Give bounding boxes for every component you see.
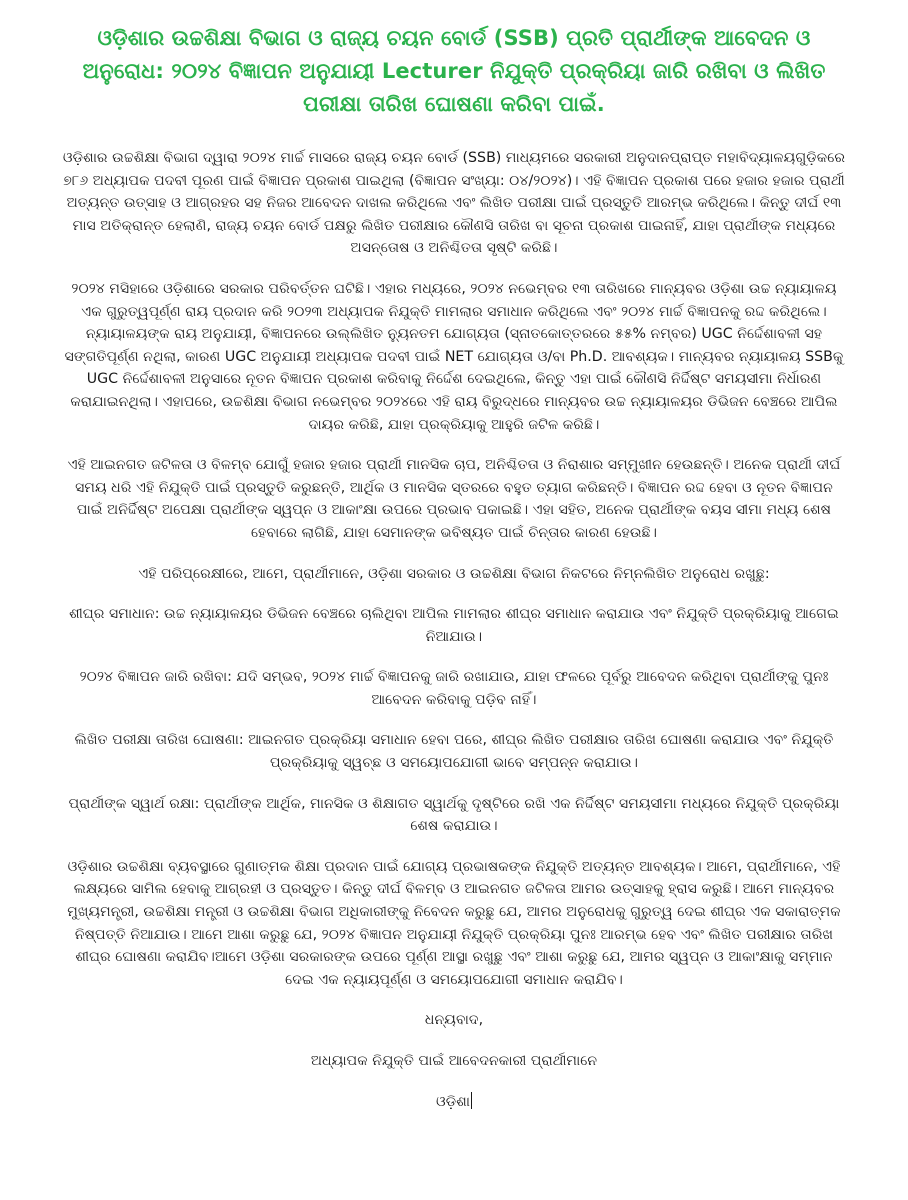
signoff-thanks: ଧନ୍ୟବାଦ, — [424, 1012, 484, 1029]
paragraph-requests-intro: ଏହି ପରିପ୍ରେକ୍ଷୀରେ, ଆମେ, ପ୍ରାର୍ଥୀମାନେ, ଓଡ଼ିଶା ସରକାର ଓ ଉଚ୍ଚଶିକ୍ଷା ବିଭାଗ ନିକଟରେ ନିମ୍ନଲିଖିତ ଅନୁରୋଧ ରଖୁଛୁ: — [138, 565, 770, 582]
paragraph-candidate-hardship: ଏହି ଆଇନଗତ ଜଟିଳତା ଓ ବିଳମ୍ବ ଯୋଗୁଁ ହଜାର ହଜାର ପ୍ରାର୍ଥୀ ମାନସିକ ଚାପ, ଅନିଶ୍ଚିତତା ଓ ନିରାଶାର ସମ୍ମୁଖୀନ ହେଉଛନ୍ତି। ଅନେକ ପ୍ରାର୍ଥୀ ଦୀର୍ଘ ସମୟ ଧରି ଏହି ନିଯୁକ୍ତି ପାଇଁ ପ୍ରସ୍ତୁତି କରୁଛନ୍ତି, ଆର୍ଥିକ ଓ ମାନସିକ ସ୍ତରରେ ବହୁତ ତ୍ୟାଗ କରିଛନ୍ତି। ବିଜ୍ଞାପନ ରଦ୍ଦ ହେବା ଓ ନୂତନ ବିଜ୍ଞାପନ ପାଇଁ ଅନିର୍ଦ୍ଦିଷ୍ଟ ଅପେକ୍ଷା ପ୍ରାର୍ଥୀଙ୍କ ସ୍ୱପ୍ନ ଓ ଆକାଂକ୍ଷା ଉପରେ ପ୍ରଭାବ ପକାଇଛି। ଏହା ସହିତ, ଅନେକ ପ୍ରାର୍ଥୀଙ୍କ ବୟସ ସୀମା ମଧ୍ୟ ଶେଷ ହେବାରେ ଲାଗିଛି, ଯାହା ସେମାନଙ୍କ ଭବିଷ୍ୟତ ପାଇଁ ଚିନ୍ତାର କାରଣ ହେଉଛି। — [67, 457, 841, 541]
paragraph-closing-appeal: ଓଡ଼ିଶାର ଉଚ୍ଚଶିକ୍ଷା ବ୍ୟବସ୍ଥାରେ ଗୁଣାତ୍ମକ ଶିକ୍ଷା ପ୍ରଦାନ ପାଇଁ ଯୋଗ୍ୟ ପ୍ରଭାଷକଙ୍କ ନିଯୁକ୍ତି ଅତ୍ୟନ୍ତ ଆବଶ୍ୟକ। ଆମେ, ପ୍ରାର୍ଥୀମାନେ, ଏହି ଲକ୍ଷ୍ୟରେ ସାମିଲ ହେବାକୁ ଆଗ୍ରହୀ ଓ ପ୍ରସ୍ତୁତ। କିନ୍ତୁ ଦୀର୍ଘ ବିଳମ୍ବ ଓ ଆଇନଗତ ଜଟିଳତା ଆମର ଉତ୍ସାହକୁ ହ୍ରାସ କରୁଛି। ଆମେ ମାନ୍ୟବର ମୁଖ୍ୟମନ୍ତ୍ରୀ, ଉଚ୍ଚଶିକ୍ଷା ମନ୍ତ୍ରୀ ଓ ଉଚ୍ଚଶିକ୍ଷା ବିଭାଗ ଅଧିକାରୀଙ୍କୁ ନିବେଦନ କରୁଛୁ ଯେ, ଆମର ଅନୁରୋଧକୁ ଗୁରୁତ୍ୱ ଦେଇ ଶୀଘ୍ର ଏକ ସକାରାତ୍ମକ ନିଷ୍ପତ୍ତି ନିଆଯାଉ। ଆମେ ଆଶା କରୁଛୁ ଯେ, ୨୦୨୪ ବିଜ୍ଞାପନ ଅନୁଯାୟୀ ନିଯୁକ୍ତି ପ୍ରକ୍ରିୟା ପୁନଃ ଆରମ୍ଭ ହେବ ଏବଂ ଲିଖିତ ପରୀକ୍ଷାର ତାରିଖ ଶୀଘ୍ର ଘୋଷଣା କରାଯିବ।ଆମେ ଓଡ଼ିଶା ସରକାରଙ୍କ ଉପରେ ପୂର୍ଣ୍ଣ ଆସ୍ଥା ରଖୁଛୁ ଏବଂ ଆଶା କରୁଛୁ ଯେ, ଆମର ସ୍ୱପ୍ନ ଓ ଆକାଂକ୍ଷାକୁ ସମ୍ମାନ ଦେଇ ଏକ ନ୍ୟାୟପୂର୍ଣ୍ଣ ଓ ସମୟୋପଯୋଗୀ ସମାଧାନ କରାଯିବ। — [67, 858, 841, 988]
paragraph-background: ଓଡ଼ିଶାର ଉଚ୍ଚଶିକ୍ଷା ବିଭାଗ ଦ୍ୱାରା ୨୦୨୪ ମାର୍ଚ୍ଚ ମାସରେ ରାଜ୍ୟ ଚୟନ ବୋର୍ଡ (SSB) ମାଧ୍ୟମରେ ସରକାରୀ ଅନୁଦାନପ୍ରାପ୍ତ ମହାବିଦ୍ୟାଳୟଗୁଡ଼ିକରେ ୭୮୬ ଅଧ୍ୟାପକ ପଦବୀ ପୂରଣ ପାଇଁ ବିଜ୍ଞାପନ ପ୍ରକାଶ ପାଇଥିଲା (ବିଜ୍ଞାପନ ସଂଖ୍ୟା: ୦୪/୨୦୨୪)। ଏହି ବିଜ୍ଞାପନ ପ୍ରକାଶ ପରେ ହଜାର ହଜାର ପ୍ରାର୍ଥୀ ଅତ୍ୟନ୍ତ ଉତ୍ସାହ ଓ ଆଗ୍ରହର ସହ ନିଜର ଆବେଦନ ଦାଖଲ କରିଥିଲେ ଏବଂ ଲିଖିତ ପରୀକ୍ଷା ପାଇଁ ପ୍ରସ୍ତୁତି ଆରମ୍ଭ କରିଥିଲେ। କିନ୍ତୁ ଦୀର୍ଘ ୧୩ ମାସ ଅତିକ୍ରାନ୍ତ ହେଲାଣି, ରାଜ୍ୟ ଚୟନ ବୋର୍ଡ ପକ୍ଷରୁ ଲିଖିତ ପରୀକ୍ଷାର କୌଣସି ତାରିଖ ବା ସୂଚନା ପ୍ରକାଶ ପାଇନାହିଁ, ଯାହା ପ୍ରାର୍ଥୀଙ୍କ ମଧ୍ୟରେ ଅସନ୍ତୋଷ ଓ ଅନିଶ୍ଚିତତା ସୃଷ୍ଟି କରିଛି। — [62, 150, 846, 257]
request-protect-interests: ପ୍ରାର୍ଥୀଙ୍କ ସ୍ୱାର୍ଥ ରକ୍ଷା: ପ୍ରାର୍ଥୀଙ୍କ ଆର୍ଥିକ, ମାନସିକ ଓ ଶିକ୍ଷାଗତ ସ୍ୱାର୍ଥକୁ ଦୃଷ୍ଟିରେ ରଖି ଏକ ନିର୍ଦ୍ଦିଷ୍ଟ ସମୟସୀମା ମଧ୍ୟରେ ନିଯୁକ୍ତି ପ୍ରକ୍ରିୟା ଶେଷ କରାଯାଉ। — [68, 795, 840, 835]
request-exam-date: ଲିଖିତ ପରୀକ୍ଷା ତାରିଖ ଘୋଷଣା: ଆଇନଗତ ପ୍ରକ୍ରିୟା ସମାଧାନ ହେବା ପରେ, ଶୀଘ୍ର ଲିଖିତ ପରୀକ୍ଷାର ତାରିଖ ଘୋଷଣା କରାଯାଉ ଏବଂ ନିଯୁକ୍ତି ପ୍ରକ୍ରିୟାକୁ ସ୍ୱଚ୍ଛ ଓ ସମୟୋପଯୋଗୀ ଭାବେ ସମ୍ପନ୍ନ କରାଯାଉ। — [74, 732, 834, 772]
document-title: ଓଡ଼ିଶାର ଉଚ୍ଚଶିକ୍ଷା ବିଭାଗ ଓ ରାଜ୍ୟ ଚୟନ ବୋର୍ଡ (SSB) ପ୍ରତି ପ୍ରାର୍ଥୀଙ୍କ ଆବେଦନ ଓ ଅନୁରୋଧ: ୨୦୨୪ ବିଜ୍ଞାପନ ଅନୁଯାୟୀ Lecturer ନିଯୁକ୍ତି ପ୍ରକ୍ରିୟା ଜାରି ରଖିବା ଓ ଲିଖିତ ପରୀକ୍ଷା ତାରିଖ ଘୋଷଣା କରିବା ପାଇଁ. — [82, 26, 826, 116]
signoff-block — [62, 1009, 846, 1113]
request-continue-advertisement: ୨୦୨୪ ବିଜ୍ଞାପନ ଜାରି ରଖିବା: ଯଦି ସମ୍ଭବ, ୨୦୨୪ ମାର୍ଚ୍ଚ ବିଜ୍ଞାପନକୁ ଜାରି ରଖାଯାଉ, ଯାହା ଫଳରେ ପୂର୍ବରୁ ଆବେଦନ କରିଥିବା ପ୍ରାର୍ଥୀଙ୍କୁ ପୁନଃ ଆବେଦନ କରିବାକୁ ପଡ଼ିବ ନାହିଁ। — [79, 669, 829, 708]
signoff-place-line — [62, 1091, 846, 1114]
paragraph-court-ruling: ୨୦୨୪ ମସିହାରେ ଓଡ଼ିଶାରେ ସରକାର ପରିବର୍ତ୍ତନ ଘଟିଛି। ଏହାର ମଧ୍ୟରେ, ୨୦୨୪ ନଭେମ୍ବର ୧୩ ତାରିଖରେ ମାନ୍ୟବର ଓଡ଼ିଶା ଉଚ୍ଚ ନ୍ୟାୟାଳୟ ଏକ ଗୁରୁତ୍ୱପୂର୍ଣ୍ଣ ରାୟ ପ୍ରଦାନ କରି ୨୦୨୩ ଅଧ୍ୟାପକ ନିଯୁକ୍ତି ମାମଲାର ସମାଧାନ କରିଥିଲେ ଏବଂ ୨୦୨୪ ମାର୍ଚ୍ଚ ବିଜ୍ଞାପନକୁ ରଦ୍ଦ କରିଥିଲେ। ନ୍ୟାୟାଳୟଙ୍କ ରାୟ ଅନୁଯାୟୀ, ବିଜ୍ଞାପନରେ ଉଲ୍ଲିଖିତ ନ୍ୟୁନତମ ଯୋଗ୍ୟତା (ସ୍ନାତକୋତ୍ତରରେ ୫୫% ନମ୍ବର) UGC ନିର୍ଦ୍ଦେଶାବଳୀ ସହ ସଙ୍ଗତିପୂର୍ଣ୍ଣ ନଥିଲା, କାରଣ UGC ଅନୁଯାୟୀ ଅଧ୍ୟାପକ ପଦବୀ ପାଇଁ NET ଯୋଗ୍ୟତା ଓ/ବା Ph.D. ଆବଶ୍ୟକ। ମାନ୍ୟବର ନ୍ୟାୟାଳୟ SSBକୁ UGC ନିର୍ଦ୍ଦେଶାବଳୀ ଅନୁସାରେ ନୂତନ ବିଜ୍ଞାପନ ପ୍ରକାଶ କରିବାକୁ ନିର୍ଦ୍ଦେଶ ଦେଇଥିଲେ, କିନ୍ତୁ ଏହା ପାଇଁ କୌଣସି ନିର୍ଦ୍ଦିଷ୍ଟ ସମୟସୀମା ନିର୍ଧାରଣ କରାଯାଇନଥିଲା। ଏହାପରେ, ଉଚ୍ଚଶିକ୍ଷା ବିଭାଗ ନଭେମ୍ବର ୨୦୨୪ରେ ଏହି ରାୟ ବିରୁଦ୍ଧରେ ମାନ୍ୟବର ଉଚ୍ଚ ନ୍ୟାୟାଳୟର ଡିଭିଜନ ବେଞ୍ଚରେ ଆପିଲ ଦାୟର କରିଛି, ଯାହା ପ୍ରକ୍ରିୟାକୁ ଆହୁରି ଜଟିଳ କରିଛି। — [64, 280, 844, 433]
signoff-place: ଓଡ଼ିଶା — [435, 1093, 471, 1110]
request-quick-resolution: ଶୀଘ୍ର ସମାଧାନ: ଉଚ୍ଚ ନ୍ୟାୟାଳୟର ଡିଭିଜନ ବେଞ୍ଚରେ ଚାଲିଥିବା ଆପିଲ ମାମଲାର ଶୀଘ୍ର ସମାଧାନ କରାଯାଉ ଏବଂ ନିଯୁକ୍ତି ପ୍ରକ୍ରିୟାକୁ ଆଗେଇ ନିଆଯାଉ। — [69, 606, 839, 645]
signoff-from: ଅଧ୍ୟାପକ ନିଯୁକ୍ତି ପାଇଁ ଆବେଦନକାରୀ ପ୍ରାର୍ଥୀମାନେ — [310, 1053, 598, 1069]
text-cursor — [471, 1092, 472, 1109]
